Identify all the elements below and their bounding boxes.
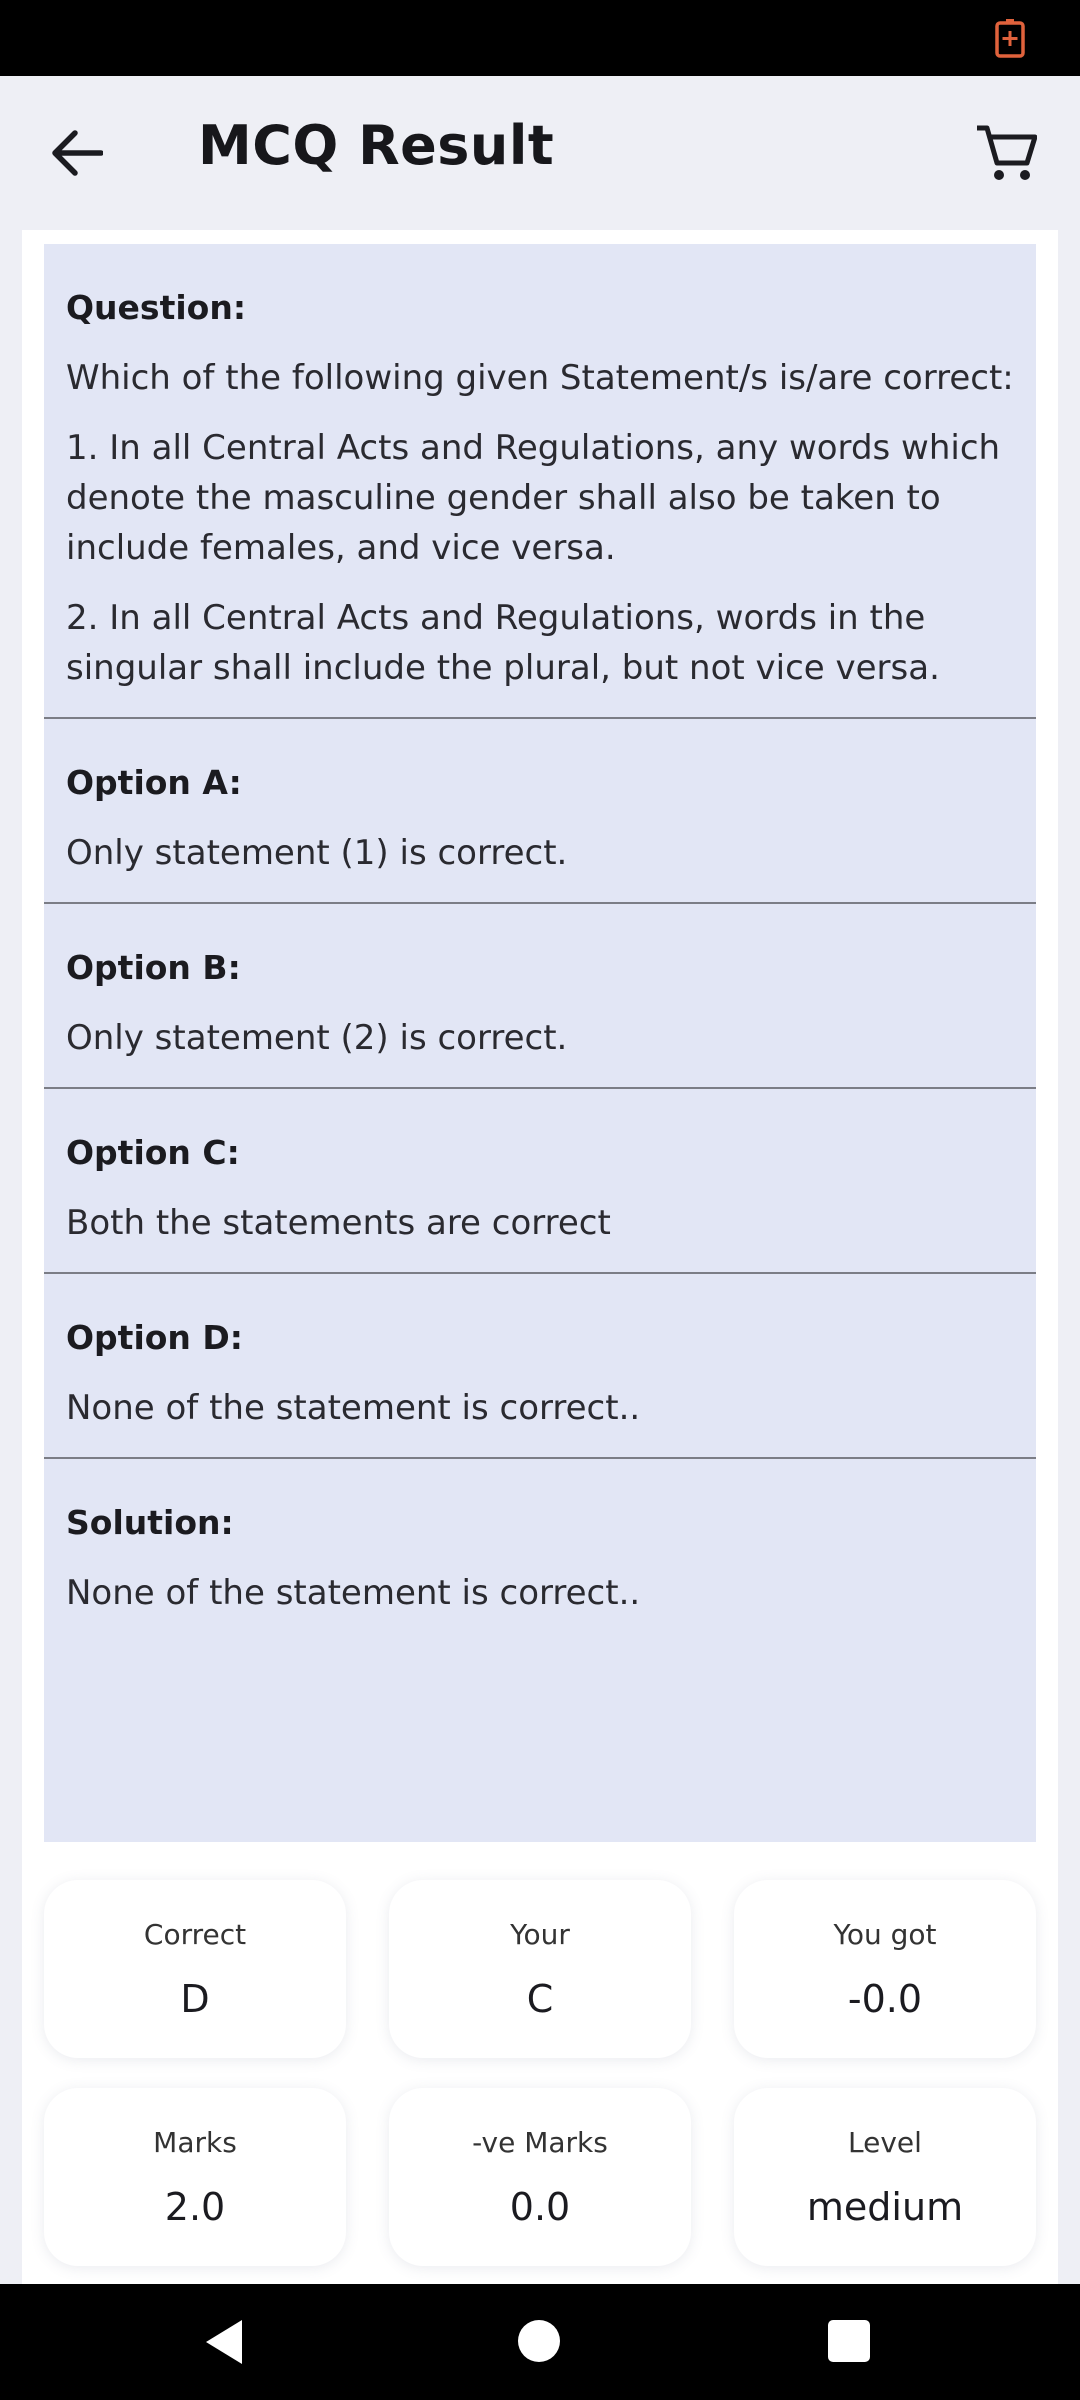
solution-section	[44, 1459, 1036, 1642]
statement-2: 2. In all Central Acts and Regulations, words in the singular shall include the plural, but not vice versa.	[66, 598, 940, 688]
stat-value: -0.0	[847, 1976, 923, 2021]
stat-your-answer	[389, 1880, 691, 2058]
stat-label: You got	[833, 1917, 937, 1951]
stat-label: Your	[510, 1917, 570, 1951]
page-title: MCQ Result	[198, 114, 555, 177]
nav-home-icon[interactable]	[518, 2320, 560, 2362]
option-label: Option A:	[66, 763, 242, 802]
question-label: Question:	[66, 288, 247, 327]
stat-label: Correct	[143, 1917, 247, 1951]
option-d	[44, 1274, 1036, 1459]
option-c	[44, 1089, 1036, 1274]
option-text: None of the statement is correct..	[66, 1388, 641, 1428]
battery-icon	[994, 18, 1026, 62]
system-nav-bar	[0, 2284, 1080, 2400]
stat-value: medium	[806, 2184, 964, 2229]
stat-label: -ve Marks	[472, 2125, 608, 2159]
stat-value: 2.0	[164, 2184, 226, 2229]
option-a	[44, 719, 1036, 904]
back-arrow-icon	[51, 129, 103, 177]
option-label: Option B:	[66, 948, 241, 987]
stat-negative-marks	[389, 2088, 691, 2266]
solution-label: Solution:	[66, 1503, 234, 1542]
option-text: Only statement (1) is correct.	[66, 833, 568, 873]
stat-value: 0.0	[509, 2184, 571, 2229]
nav-back-icon[interactable]	[204, 2318, 244, 2366]
option-text: Both the statements are correct	[66, 1203, 611, 1243]
question-text: Which of the following given Statement/s is/are correct:	[66, 358, 1014, 398]
option-label: Option C:	[66, 1133, 240, 1172]
stat-label: Marks	[153, 2125, 237, 2159]
stat-correct	[44, 1880, 346, 2058]
app-bar	[0, 76, 1080, 230]
cart-icon	[975, 123, 1037, 183]
stat-value: D	[180, 1976, 210, 2021]
nav-recents-icon[interactable]	[828, 2320, 870, 2362]
stat-value: C	[526, 1976, 554, 2021]
question-section	[44, 244, 1036, 719]
cart-button[interactable]	[968, 120, 1044, 186]
status-bar	[0, 0, 1080, 76]
stat-label: Level	[848, 2125, 922, 2159]
question-panel	[44, 244, 1036, 1842]
option-text: Only statement (2) is correct.	[66, 1018, 568, 1058]
option-label: Option D:	[66, 1318, 244, 1357]
stat-level	[734, 2088, 1036, 2266]
result-card	[22, 230, 1058, 2284]
option-b	[44, 904, 1036, 1089]
stats-grid	[44, 1880, 1036, 2266]
stat-you-got	[734, 1880, 1036, 2058]
solution-text: None of the statement is correct..	[66, 1573, 641, 1613]
stat-marks	[44, 2088, 346, 2266]
back-button[interactable]	[42, 120, 112, 186]
statement-1: 1. In all Central Acts and Regulations, any words which denote the masculine gender shall also be taken to include females, and vice versa.	[66, 428, 1001, 568]
